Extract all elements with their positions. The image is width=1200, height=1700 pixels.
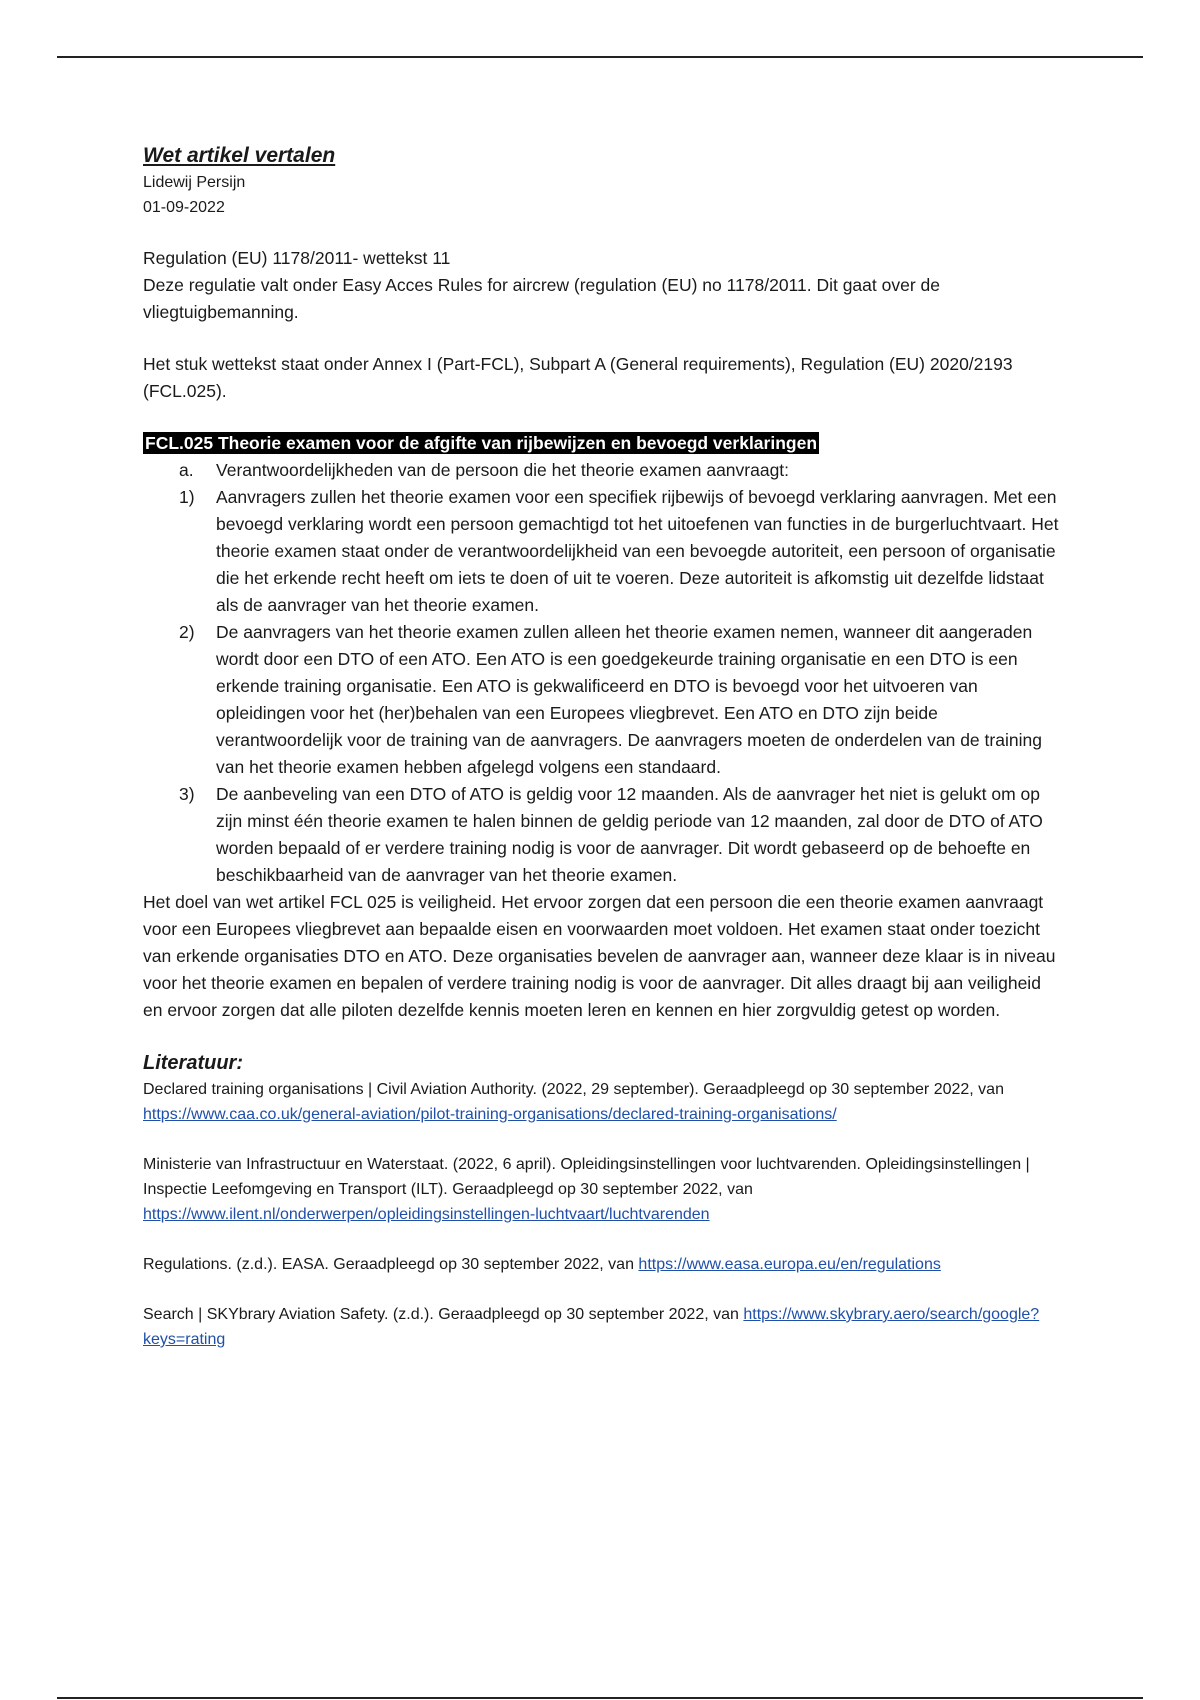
document-title: Wet artikel vertalen xyxy=(143,144,336,167)
list-marker: 3) xyxy=(179,784,195,804)
reference-link[interactable]: https://www.ilent.nl/onderwerpen/opleidingsinstellingen-luchtvaart/luchtvarenden xyxy=(143,1206,710,1223)
intro-location: Het stuk wettekst staat onder Annex I (Part-FCL), Subpart A (General requirements), Regulation (EU) 2020/2193 (FCL.025). xyxy=(143,354,1013,401)
list-marker: 1) xyxy=(179,487,195,507)
reference-entry xyxy=(143,1152,1063,1227)
reference-link[interactable]: https://www.caa.co.uk/general-aviation/pilot-training-organisations/declared-training-organisations/ xyxy=(143,1106,837,1123)
list-item xyxy=(143,457,1063,484)
list-item xyxy=(143,781,1063,889)
literature-title: Literatuur: xyxy=(143,1052,243,1074)
reference-link[interactable]: https://www.easa.europa.eu/en/regulations xyxy=(638,1256,941,1273)
list-item xyxy=(143,484,1063,619)
conclusion-paragraph: Het doel van wet artikel FCL 025 is veiligheid. Het ervoor zorgen dat een persoon die een theorie examen aanvraagt voor een Europees vliegbrevet aan bepaalde eisen en voorwaarden moet voldoen. Het examen staat onder toezicht van erkende organisaties DTO en ATO. Deze organisaties bevelen de aanvrager aan, wanneer deze klaar is in niveau voor het theorie examen en bepalen of verdere training nodig is voor de aanvrager. Dit alles draagt bij aan veiligheid en ervoor zorgen dat alle piloten dezelfde kennis moeten leren en kennen en hier zorgvuldig getest op worden. xyxy=(143,892,1056,1020)
reference-text: Declared training organisations | Civil Aviation Authority. (2022, 29 september). Geraadpleegd op 30 september 2022, van xyxy=(143,1081,1004,1098)
reference-text: Regulations. (z.d.). EASA. Geraadpleegd op 30 september 2022, van xyxy=(143,1256,639,1273)
top-rule xyxy=(57,56,1143,58)
reference-entry xyxy=(143,1252,1063,1277)
reference-entry xyxy=(143,1302,1063,1352)
author: Lidewij Persijn xyxy=(143,174,246,191)
reference-entry xyxy=(143,1077,1063,1127)
document-body xyxy=(143,142,1063,1352)
date: 01-09-2022 xyxy=(143,199,225,216)
reference-link[interactable]: https://www.skybrary.aero/search/google?keys=rating xyxy=(143,1306,1040,1348)
bottom-rule xyxy=(57,1697,1143,1699)
reference-text: Ministerie van Infrastructuur en Waterstaat. (2022, 6 april). Opleidingsinstellingen voor luchtvarenden. Opleidingsinstellingen | Inspectie Leefomgeving en Transport (ILT). Geraadpleegd op 30 september 2022, van xyxy=(143,1156,1030,1198)
reference-text: Search | SKYbrary Aviation Safety. (z.d.). Geraadpleegd op 30 september 2022, van xyxy=(143,1306,744,1323)
section-heading-wrap xyxy=(143,430,1063,457)
section-heading: FCL.025 Theorie examen voor de afgifte van rijbewijzen en bevoegd verklaringen xyxy=(145,433,818,453)
regulation-reference: Regulation (EU) 1178/2011- wettekst 11 xyxy=(143,248,451,268)
list-item-text: Aanvragers zullen het theorie examen voor een specifiek rijbewijs of bevoegd verklaring aanvragen. Met een bevoegd verklaring wordt een persoon gemachtigd tot het uitoefenen van functies in de burgerluchtvaart. Het theorie examen staat onder de verantwoordelijkheid van een bevoegde autoriteit, een persoon of organisatie die het erkende recht heeft om iets te doen of uit te voeren. Deze autoriteit is afkomstig uit dezelfde lidstaat als de aanvrager van het theorie examen. xyxy=(216,487,1059,615)
intro-description: Deze regulatie valt onder Easy Acces Rules for aircrew (regulation (EU) no 1178/2011. Dit gaat over de vliegtuigbemanning. xyxy=(143,275,940,322)
list-item-text: De aanvragers van het theorie examen zullen alleen het theorie examen nemen, wanneer dit aangeraden wordt door een DTO of een ATO. Een ATO is een goedgekeurde training organisatie en een DTO is een erkende training organisatie. Een ATO is gekwalificeerd en DTO is bevoegd voor het uitvoeren van opleidingen voor het (her)behalen van een Europees vliegbrevet. Een ATO en DTO zijn beide verantwoordelijk voor de training van de aanvragers. De aanvragers moeten de onderdelen van de training van het theorie examen hebben afgelegd volgens een standaard. xyxy=(216,622,1042,777)
list-item-text: De aanbeveling van een DTO of ATO is geldig voor 12 maanden. Als de aanvrager het niet is gelukt om op zijn minst één theorie examen te halen binnen de geldig periode van 12 maanden, zal door de DTO of ATO worden bepaald of er verdere training nodig is voor de aanvrager. Dit wordt gebaseerd op de behoefte en beschikbaarheid van de aanvrager van het theorie examen. xyxy=(216,784,1043,885)
list-item xyxy=(143,619,1063,781)
requirements-list xyxy=(143,457,1063,889)
list-marker: 2) xyxy=(179,622,195,642)
list-marker: a. xyxy=(179,460,194,480)
list-item-text: Verantwoordelijkheden van de persoon die het theorie examen aanvraagt: xyxy=(216,460,790,480)
